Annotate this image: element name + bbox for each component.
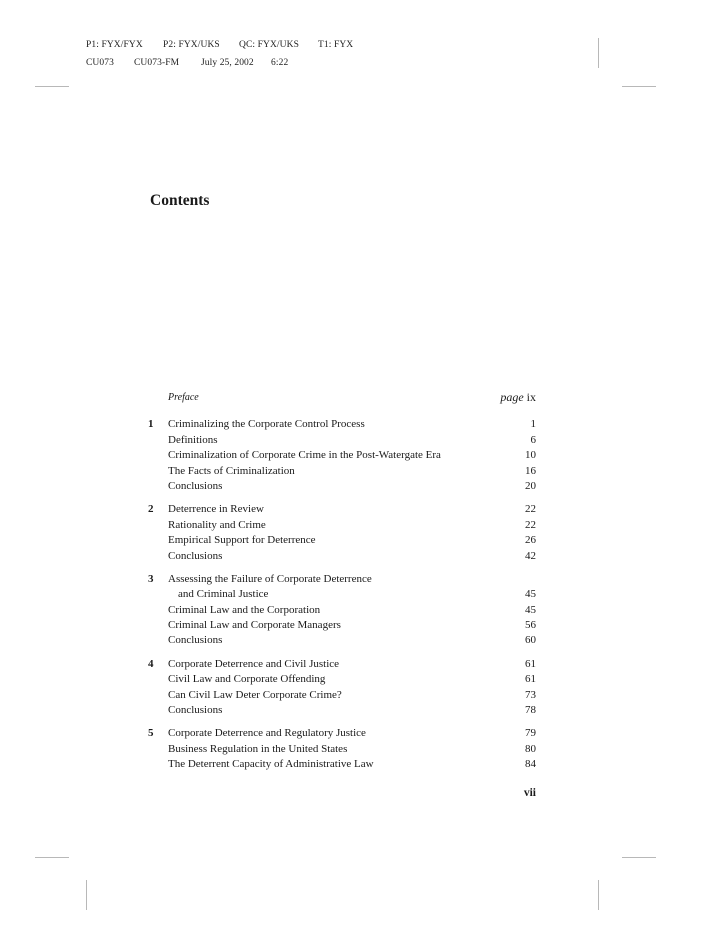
page-title: Contents — [150, 192, 210, 209]
section-page: 78 — [525, 704, 536, 717]
section-page: 20 — [525, 479, 536, 492]
section-title: Criminal Law and Corporate Managers — [168, 619, 341, 632]
toc-chapter-row[interactable] — [148, 417, 536, 432]
chapter-title: Assessing the Failure of Corporate Deterrence — [168, 572, 372, 585]
section-page: 60 — [525, 634, 536, 647]
chapter-page: 61 — [525, 657, 536, 670]
toc-section-row[interactable] — [148, 479, 536, 494]
crop-mark-top-left-h — [35, 86, 69, 87]
chapter-title-continued: and Criminal Justice — [178, 588, 269, 601]
proof-p1: P1: FYX/FYX — [86, 40, 143, 50]
toc-chapter-row[interactable] — [148, 502, 536, 517]
proof-file-code: CU073-FM — [134, 58, 180, 68]
section-title: Can Civil Law Deter Corporate Crime? — [168, 688, 342, 701]
section-page: 73 — [525, 688, 536, 701]
toc-section-row[interactable] — [148, 433, 536, 448]
toc-chapter-row[interactable] — [148, 726, 536, 741]
toc-section-row[interactable] — [148, 672, 536, 687]
toc-section-row[interactable] — [148, 757, 536, 772]
section-title: Civil Law and Corporate Offending — [168, 673, 326, 686]
toc-section-row[interactable] — [148, 742, 536, 757]
toc-chapter-2 — [148, 502, 536, 564]
section-title: Conclusions — [168, 704, 223, 717]
section-page: 10 — [525, 449, 536, 462]
section-title: Definitions — [168, 433, 218, 446]
page-word: page — [500, 390, 524, 404]
chapter-page: 1 — [530, 418, 536, 431]
proof-p2: P2: FYX/UKS — [163, 40, 220, 50]
section-page: 6 — [530, 433, 536, 446]
chapter-page: 22 — [525, 503, 536, 516]
chapter-number: 2 — [148, 503, 154, 516]
section-page: 45 — [525, 603, 536, 616]
proof-job-code: CU073 — [86, 58, 114, 68]
crop-mark-top-right-v — [598, 38, 599, 68]
section-title: Conclusions — [168, 479, 223, 492]
proof-date: July 25, 2002 — [201, 58, 254, 68]
section-page: 16 — [525, 464, 536, 477]
toc-chapter-3 — [148, 572, 536, 649]
section-page: 42 — [525, 549, 536, 562]
toc-section-row[interactable] — [148, 448, 536, 463]
section-page: 56 — [525, 619, 536, 632]
toc-chapter-row[interactable] — [148, 657, 536, 672]
proof-time: 6:22 — [271, 58, 289, 68]
chapter-title: Criminalizing the Corporate Control Process — [168, 418, 365, 431]
chapter-number: 3 — [148, 572, 154, 585]
table-of-contents — [148, 390, 536, 799]
toc-preface-page — [500, 390, 536, 405]
section-title: The Deterrent Capacity of Administrative Law — [168, 758, 374, 771]
proof-t1: T1: FYX — [318, 40, 354, 50]
section-title: Conclusions — [168, 634, 223, 647]
toc-section-row[interactable] — [148, 518, 536, 533]
chapter-page: 45 — [525, 588, 536, 601]
section-title: Conclusions — [168, 549, 223, 562]
section-page: 61 — [525, 673, 536, 686]
toc-chapter-4 — [148, 657, 536, 719]
toc-section-row[interactable] — [148, 633, 536, 648]
chapter-page: 79 — [525, 727, 536, 740]
section-page: 22 — [525, 518, 536, 531]
chapter-number: 4 — [148, 657, 154, 670]
section-title: Rationality and Crime — [168, 518, 266, 531]
chapter-title: Corporate Deterrence and Civil Justice — [168, 657, 340, 670]
section-title: Criminal Law and the Corporation — [168, 603, 321, 616]
toc-preface-row[interactable] — [148, 390, 536, 405]
section-title: Business Regulation in the United States — [168, 742, 348, 755]
toc-section-row[interactable] — [148, 703, 536, 718]
toc-preface-title: Preface — [168, 392, 199, 403]
crop-mark-bottom-left-v — [86, 880, 87, 910]
crop-mark-bottom-right-h — [622, 857, 656, 858]
toc-section-row[interactable] — [148, 688, 536, 703]
section-title: Criminalization of Corporate Crime in the Post-Watergate Era — [168, 449, 441, 462]
crop-mark-bottom-left-h — [35, 857, 69, 858]
section-page: 80 — [525, 742, 536, 755]
toc-section-row[interactable] — [148, 603, 536, 618]
toc-section-row[interactable] — [148, 549, 536, 564]
crop-mark-top-right-h — [622, 86, 656, 87]
preface-page-number: ix — [526, 390, 536, 404]
toc-section-row[interactable] — [148, 533, 536, 548]
toc-section-row[interactable] — [148, 464, 536, 479]
crop-mark-bottom-right-v — [598, 880, 599, 910]
toc-section-row[interactable] — [148, 618, 536, 633]
toc-chapter-1 — [148, 417, 536, 494]
section-title: Empirical Support for Deterrence — [168, 534, 316, 547]
toc-chapter-row-continued[interactable] — [148, 587, 536, 602]
chapter-number: 1 — [148, 418, 154, 431]
section-title: The Facts of Criminalization — [168, 464, 295, 477]
proof-qc: QC: FYX/UKS — [239, 40, 299, 50]
chapter-title: Deterrence in Review — [168, 503, 264, 516]
section-page: 84 — [525, 758, 536, 771]
toc-chapter-5 — [148, 726, 536, 772]
toc-chapter-row[interactable] — [148, 572, 536, 587]
section-page: 26 — [525, 534, 536, 547]
chapter-title: Corporate Deterrence and Regulatory Justice — [168, 727, 366, 740]
chapter-number: 5 — [148, 727, 154, 740]
page-folio: vii — [523, 786, 536, 799]
